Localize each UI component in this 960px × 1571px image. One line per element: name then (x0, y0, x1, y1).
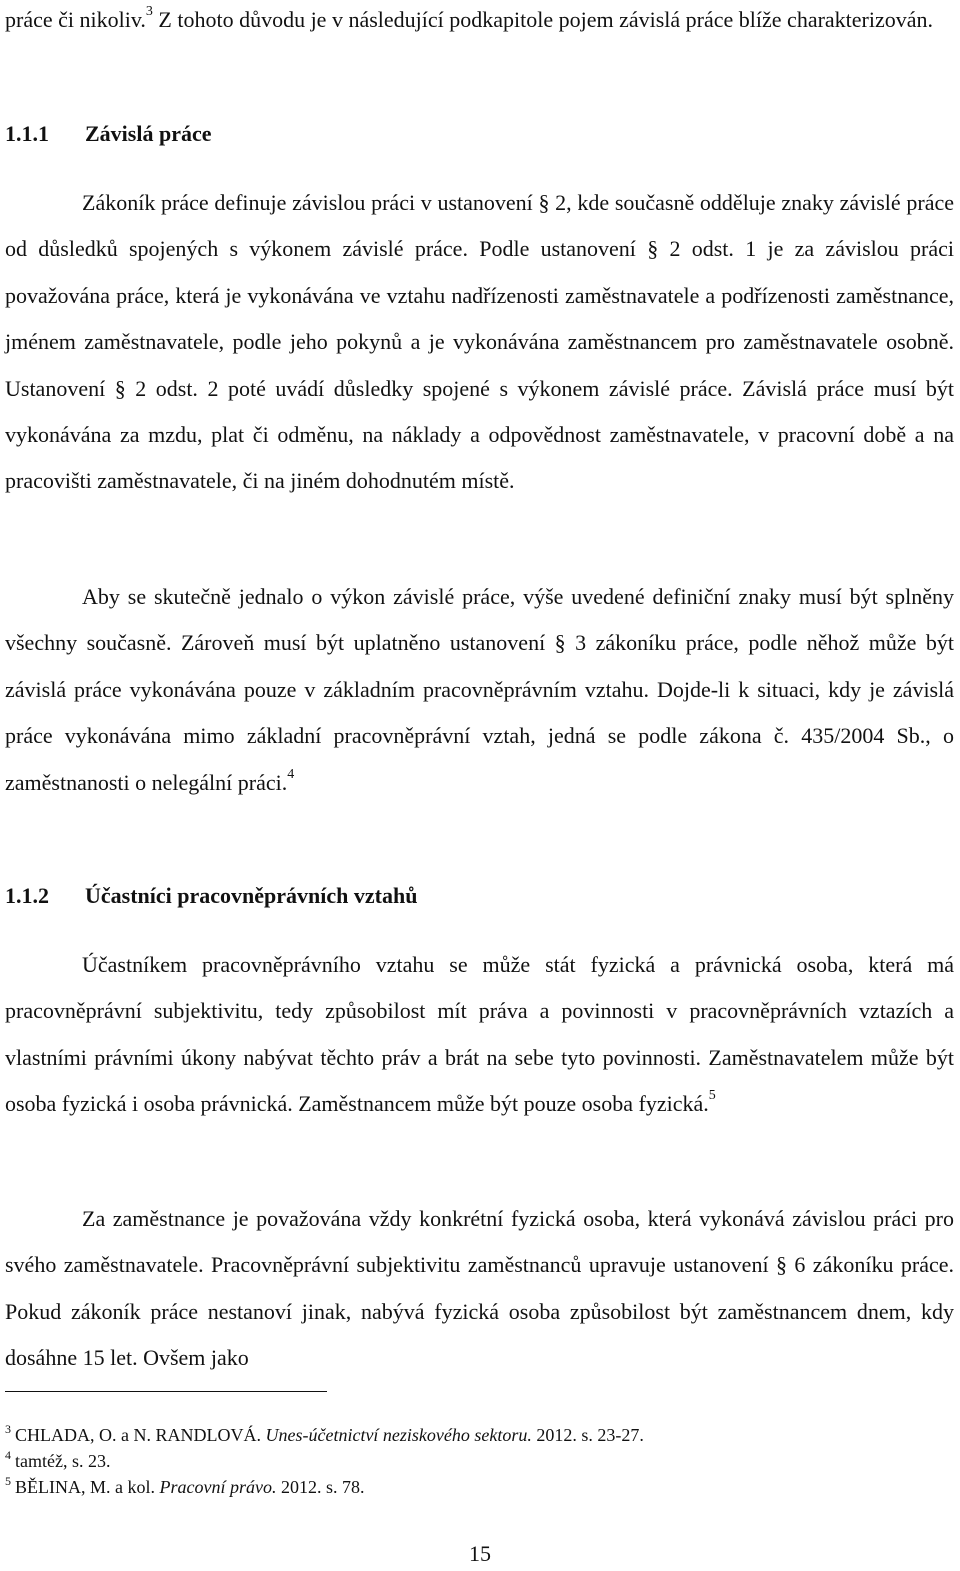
section-title: Účastníci pracovněprávních vztahů (85, 883, 418, 908)
footnote-number: 5 (5, 1474, 11, 1488)
paragraph-participants (5, 942, 954, 1128)
paragraph-participants-text: Účastníkem pracovněprávního vztahu se může stát fyzická a právnická osoba, která má pracovněprávní subjektivitu, tedy způsobilost mít práva a povinnosti v pracovněprávních vztazích a vlastními právními úkony nabývat těchto práv a brát na sebe tyto povinnosti. Zaměstnavatelem může být osoba fyzická i osoba právnická. Zaměstnancem může být pouze osoba fyzická. (5, 952, 954, 1117)
footnote-ref-5[interactable]: 5 (708, 1088, 716, 1104)
footnote-title: Pracovní právo. (159, 1477, 277, 1497)
footnote-title: Unes-účetnictví neziskového sektoru. (265, 1425, 532, 1445)
footnote-ref-4[interactable]: 4 (287, 766, 295, 782)
section-heading-1-1-1 (5, 111, 212, 157)
footnote-separator (5, 1391, 327, 1392)
footnote-item (5, 1474, 644, 1500)
footnote-text: 2012. s. 23-27. (531, 1425, 644, 1445)
footnote-item (5, 1448, 644, 1474)
paragraph-dependent-work: Zákoník práce definuje závislou práci v ustanovení § 2, kde současně odděluje znaky závislé práce od důsledků spojených s výkonem závislé práce. Podle ustanovení § 2 odst. 1 je za závislou práci považována práce, která je vykonávána ve vztahu nadřízenosti zaměstnavatele a podřízenosti zaměstnance, jménem zaměstnavatele, podle jeho pokynů a je vykonávána zaměstnancem pro zaměstnavatele osobně. Ustanovení § 2 odst. 2 poté uvádí důsledky spojené s výkonem závislé práce. Závislá práce musí být vykonávána za mzdu, plat či odměnu, na náklady a odpovědnost zaměstnavatele, v pracovní době a na pracovišti zaměstnavatele, či na jiném dohodnutém místě. (5, 190, 954, 494)
section-heading-1-1-2 (5, 873, 417, 919)
footnote-text: 2012. s. 78. (276, 1477, 365, 1497)
footnote-item (5, 1422, 644, 1448)
footnote-text: CHLADA, O. a N. RANDLOVÁ. (15, 1425, 266, 1445)
section-number: 1.1.1 (5, 121, 49, 146)
section-title: Závislá práce (85, 121, 212, 146)
paragraph-conditions (5, 574, 954, 806)
paragraph-employee: Za zaměstnance je považována vždy konkrétní fyzická osoba, která vykonává závislou práci pro svého zaměstnavatele. Pracovněprávní subjektivitu zaměstnanců upravuje ustanovení § 6 zákoníku práce. Pokud zákoník práce nestanoví jinak, nabývá fyzická osoba způsobilost být zaměstnancem dnem, kdy dosáhne 15 let. Ovšem jako (5, 1206, 954, 1371)
footnote-number: 4 (5, 1448, 11, 1462)
footnote-text: tamtéž, s. 23. (15, 1451, 111, 1471)
intro-text-b: Z tohoto důvodu je v následující podkapitole pojem závislá práce blíže charakterizován. (152, 7, 934, 32)
footnote-number: 3 (5, 1422, 11, 1436)
section-number: 1.1.2 (5, 883, 49, 908)
paragraph-conditions-text: Aby se skutečně jednalo o výkon závislé práce, výše uvedené definiční znaky musí být splněny všechny současně. Zároveň musí být uplatněno ustanovení § 3 zákoníku práce, podle něhož může být závislá práce vykonávána pouze v základním pracovněprávním vztahu. Dojde-li k situaci, kdy je závislá práce vykonávána mimo základní pracovněprávní vztah, jedná se podle zákona č. 435/2004 Sb., o zaměstnanosti o nelegální práci. (5, 584, 954, 795)
page-number: 15 (469, 1541, 491, 1566)
footnote-ref-3[interactable]: 3 (145, 4, 153, 19)
intro-paragraph (5, 0, 954, 43)
intro-text-a: práce či nikoliv. (5, 7, 146, 32)
footnotes (5, 1422, 644, 1500)
footnote-text: BĚLINA, M. a kol. (15, 1477, 160, 1497)
